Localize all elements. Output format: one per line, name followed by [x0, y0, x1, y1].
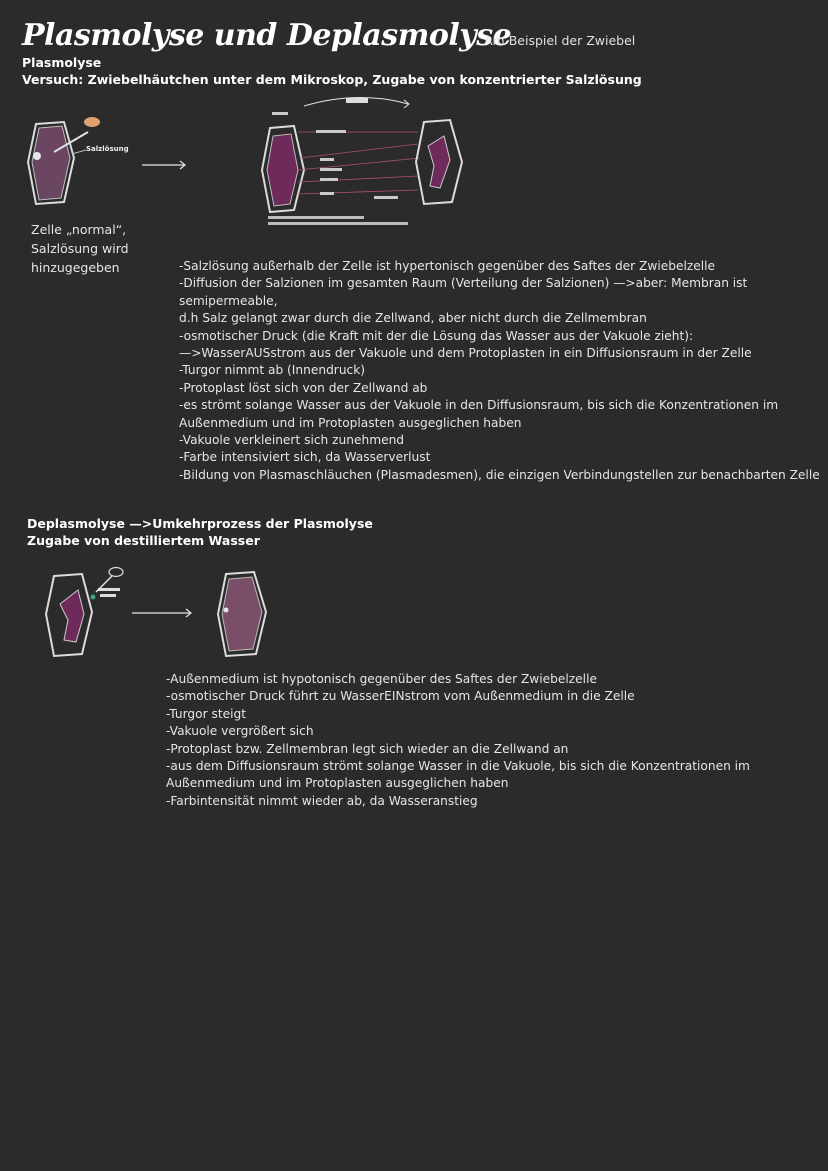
list-item: —>WasserAUSstrom aus der Vakuole und dem Protoplasten in ein Diffusionsraum in der Zelle [179, 346, 752, 361]
deplasmolyse-heading: Deplasmolyse —>Umkehrprozess der Plasmolyse [27, 516, 373, 531]
page-title: Plasmolyse und Deplasmolyse [22, 18, 512, 53]
normal-cell-caption: Zelle „normal“, Salzlösung wird hinzugegeben [31, 222, 129, 275]
list-item: d.h Salz gelangt zwar durch die Zellwand, aber nicht durch die Zellmembran [179, 311, 647, 326]
list-item: -Protoplast löst sich von der Zellwand ab [179, 380, 428, 395]
arrow-2 [130, 606, 196, 620]
plasmolysis-diagram [258, 96, 468, 230]
plasmolyse-bullet-list [179, 258, 828, 484]
list-item: -Protoplast bzw. Zellmembran legt sich wieder an die Zellwand an [166, 741, 569, 756]
list-item: -Vakuole vergrößert sich [166, 724, 314, 739]
plasmolysed-cell-drawing [44, 564, 144, 664]
list-item: -Turgor steigt [166, 706, 246, 721]
list-item: -aus dem Diffusionsraum strömt solange Wasser in die Vakuole, bis sich die Konzentrationen im [166, 759, 750, 774]
list-item: -es strömt solange Wasser aus der Vakuole in den Diffusionsraum, bis sich die Konzentrationen im [179, 398, 779, 413]
restored-cell-drawing [216, 570, 270, 658]
list-item: Außenmedium und im Protoplasten ausgeglichen haben [179, 415, 522, 430]
list-item: -Salzlösung außerhalb der Zelle ist hypertonisch gegenüber des Saftes der Zwiebelzelle [179, 259, 716, 273]
deplasmolyse-subheading: Zugabe von destilliertem Wasser [27, 533, 260, 548]
plasmolyse-heading: Plasmolyse [22, 55, 102, 70]
arrow-1 [140, 158, 190, 172]
list-item: -Außenmedium ist hypotonisch gegenüber des Saftes der Zwiebelzelle [166, 672, 597, 686]
versuch-heading: Versuch: Zwiebelhäutchen unter dem Mikroskop, Zugabe von konzentrierter Salzlösung [22, 72, 642, 87]
list-item: -Turgor nimmt ab (Innendruck) [179, 363, 366, 378]
deplasmolyse-bullet-list [166, 671, 750, 810]
normal-cell-drawing [26, 110, 126, 215]
salt-label: Salzlösung [86, 145, 129, 153]
list-item: -osmotischer Druck (die Kraft mit der die Lösung das Wasser aus der Vakuole zieht): [179, 328, 694, 343]
page-subtitle: Am Beispiel der Zwiebel [484, 33, 636, 48]
list-item: -Farbintensität nimmt wieder ab, da Wasseranstieg [166, 793, 478, 808]
list-item: -Farbe intensiviert sich, da Wasserverlust [179, 450, 431, 465]
list-item: -Bildung von Plasmaschläuchen (Plasmadesmen), die einzigen Verbindungstellen zur benachbarten Zelle [179, 467, 820, 482]
list-item: -osmotischer Druck führt zu WasserEINstrom vom Außenmedium in die Zelle [166, 689, 635, 704]
list-item: Außenmedium und im Protoplasten ausgeglichen haben [166, 776, 509, 791]
list-item: -Vakuole verkleinert sich zunehmend [179, 433, 405, 448]
list-item: -Diffusion der Salzionen im gesamten Raum (Verteilung der Salzionen) —>aber: Membran ist semipermeable, [179, 276, 748, 308]
